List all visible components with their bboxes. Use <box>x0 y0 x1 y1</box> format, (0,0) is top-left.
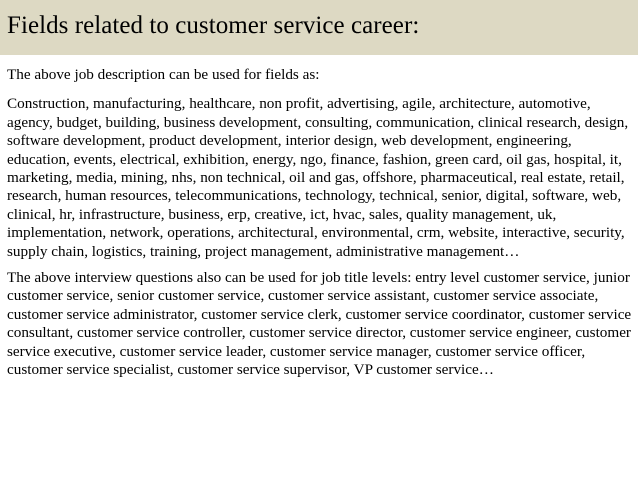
intro-text: The above job description can be used for fields as: <box>7 66 320 83</box>
slide-body <box>7 66 635 380</box>
fields-paragraph: Construction, manufacturing, healthcare, non profit, advertising, agile, architecture, automotive, agency, budget, building, business development, consulting, communication, clinical research, design, software development, product development, interior design, web development, engineering, education, events, electrical, exhibition, energy, ngo, finance, fashion, green card, oil gas, hospital, it, marketing, media, mining, nhs, non technical, oil and gas, offshore, pharmaceutical, real estate, retail, research, human resources, telecommunications, technology, technical, senior, digital, software, web, clinical, hr, infrastructure, business, erp, creative, ict, hvac, sales, quality management, uk, implementation, network, operations, architectural, environmental, crm, website, interactive, security, supply chain, logistics, training, project management, administrative management… <box>7 95 629 260</box>
slide-header <box>0 0 638 55</box>
slide-title: Fields related to customer service career: <box>7 12 420 39</box>
job-levels-paragraph: The above interview questions also can be used for job title levels: entry level customer service, junior customer service, senior customer service, customer service assistant, customer service associate, customer service administrator, customer service clerk, customer service coordinator, customer service consultant, customer service controller, customer service director, customer service engineer, customer service executive, customer service leader, customer service manager, customer service officer, customer service specialist, customer service supervisor, VP customer service… <box>7 269 632 379</box>
